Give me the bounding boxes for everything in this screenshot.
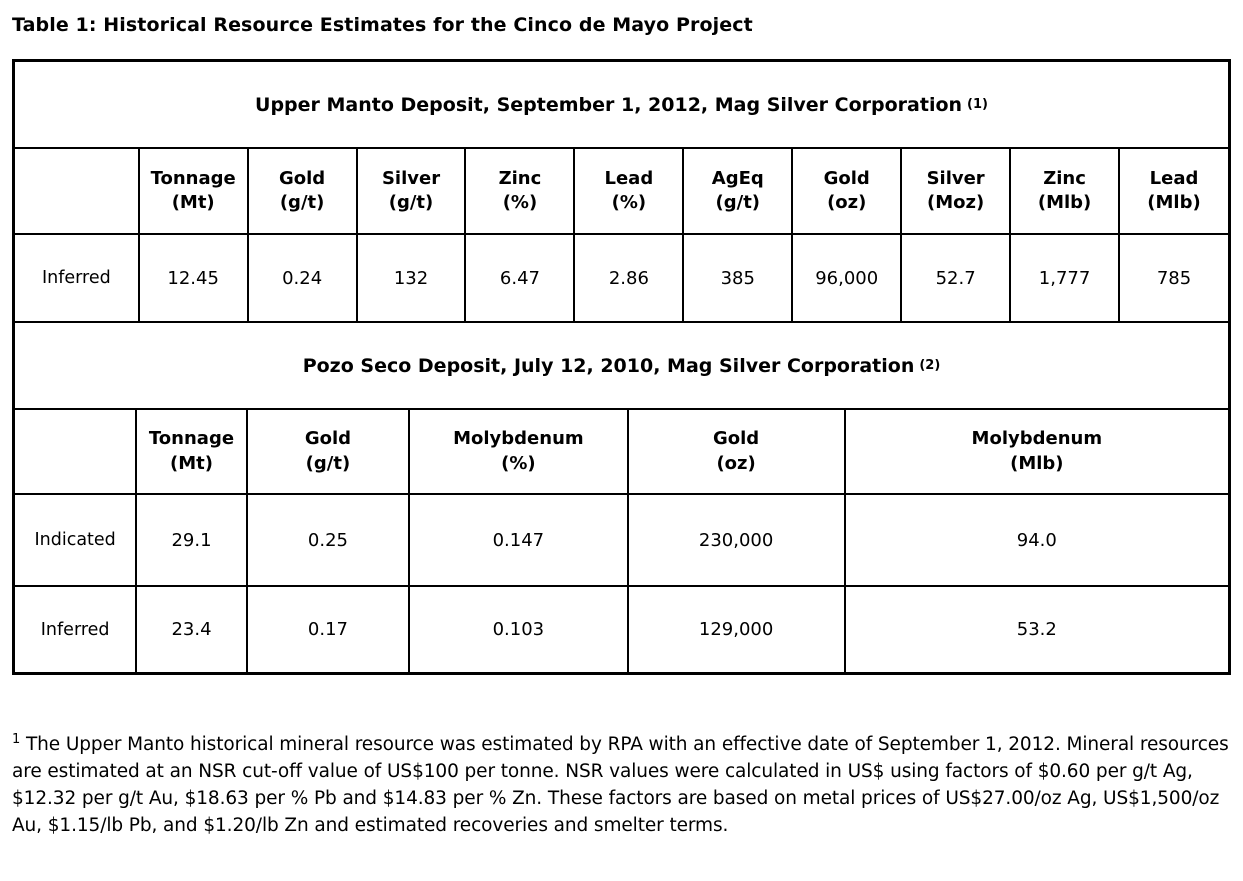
col-header-gold-gt: Gold (g/t) (248, 148, 357, 234)
resource-table-frame (12, 59, 1231, 675)
col-header-gold-oz: Gold (oz) (792, 148, 901, 234)
col-header-molybdenum-mlb: Molybdenum (Mlb) (845, 409, 1228, 494)
cell-gold-gt: 0.25 (247, 494, 410, 586)
upper-manto-section-title (15, 62, 1228, 147)
upper-manto-header-row (15, 148, 1228, 234)
row-label-inferred: Inferred (15, 234, 139, 322)
cell-tonnage: 12.45 (139, 234, 248, 322)
footnote (12, 731, 1231, 839)
pozo-seco-inferred-row (15, 586, 1228, 672)
cell-silver-gt: 132 (357, 234, 466, 322)
col-header-molybdenum-pct: Molybdenum (%) (409, 409, 627, 494)
cell-silver-moz: 52.7 (901, 234, 1010, 322)
upper-manto-title-text: Upper Manto Deposit, September 1, 2012, Mag Silver Corporation (255, 93, 963, 116)
upper-manto-table (15, 147, 1228, 323)
row-label-inferred: Inferred (15, 586, 136, 672)
col-header-zinc-pct: Zinc (%) (465, 148, 574, 234)
pozo-seco-header-row (15, 409, 1228, 494)
cell-lead-pct: 2.86 (574, 234, 683, 322)
cell-gold-oz: 96,000 (792, 234, 901, 322)
cell-zinc-mlb: 1,777 (1010, 234, 1119, 322)
row-label-indicated: Indicated (15, 494, 136, 586)
cell-gold-gt: 0.17 (247, 586, 410, 672)
pozo-seco-section-title (15, 323, 1228, 408)
cell-lead-mlb: 785 (1119, 234, 1228, 322)
cell-tonnage: 23.4 (136, 586, 246, 672)
pozo-seco-indicated-row (15, 494, 1228, 586)
cell-molybdenum-mlb: 53.2 (845, 586, 1228, 672)
cell-molybdenum-mlb: 94.0 (845, 494, 1228, 586)
cell-gold-oz: 129,000 (628, 586, 845, 672)
cell-zinc-pct: 6.47 (465, 234, 574, 322)
col-header-gold-gt: Gold (g/t) (247, 409, 410, 494)
col-header-lead-pct: Lead (%) (574, 148, 683, 234)
cell-gold-oz: 230,000 (628, 494, 845, 586)
upper-manto-inferred-row (15, 234, 1228, 322)
pozo-seco-title-text: Pozo Seco Deposit, July 12, 2010, Mag Silver Corporation (302, 354, 915, 377)
cell-molybdenum-pct: 0.103 (409, 586, 627, 672)
footnote-text: The Upper Manto historical mineral resource was estimated by RPA with an effective date of September 1, 2012. Mineral resources are estimated at an NSR cut-off value of US$100 per tonne. NSR values were calculated in US$ using factors of $0.60 per g/t Ag, $12.32 per g/t Au, $18.63 per % Pb and $14.83 per % Zn. These factors are based on metal prices of US$27.00/oz Ag, US$1,500/oz Au, $1.15/lb Pb, and $1.20/lb Zn and estimated recoveries and smelter terms. (12, 734, 1229, 836)
corner-cell (15, 148, 139, 234)
upper-manto-footnote-ref: (1) (967, 97, 988, 112)
cell-molybdenum-pct: 0.147 (409, 494, 627, 586)
cell-gold-gt: 0.24 (248, 234, 357, 322)
col-header-lead-mlb: Lead (Mlb) (1119, 148, 1228, 234)
pozo-seco-table (15, 408, 1228, 672)
corner-cell (15, 409, 136, 494)
col-header-tonnage: Tonnage (Mt) (139, 148, 248, 234)
col-header-silver-gt: Silver (g/t) (357, 148, 466, 234)
col-header-silver-moz: Silver (Moz) (901, 148, 1010, 234)
col-header-zinc-mlb: Zinc (Mlb) (1010, 148, 1119, 234)
col-header-tonnage: Tonnage (Mt) (136, 409, 246, 494)
footnote-superscript: 1 (12, 731, 21, 747)
pozo-seco-footnote-ref: (2) (919, 358, 941, 373)
col-header-gold-oz: Gold (oz) (628, 409, 845, 494)
page-title: Table 1: Historical Resource Estimates for the Cinco de Mayo Project (12, 14, 753, 36)
cell-tonnage: 29.1 (136, 494, 246, 586)
col-header-ageq: AgEq (g/t) (683, 148, 792, 234)
cell-ageq: 385 (683, 234, 792, 322)
